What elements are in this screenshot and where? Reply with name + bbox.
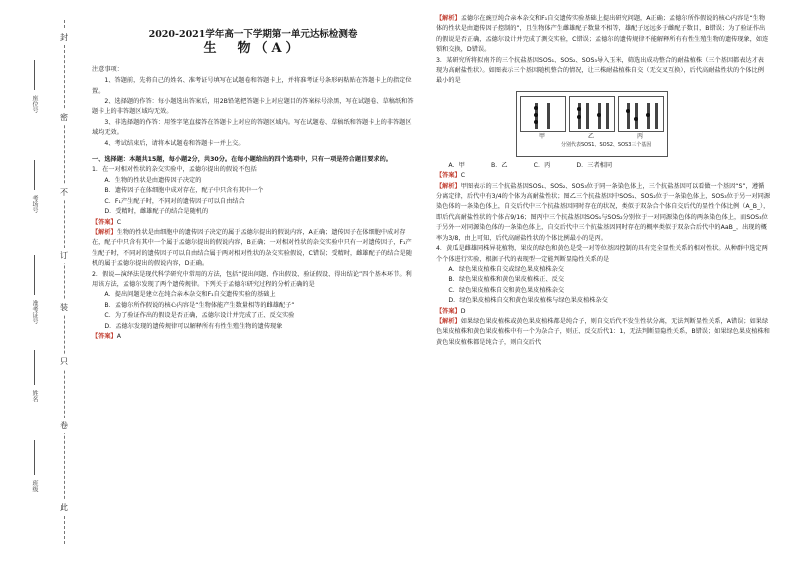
note-item: 3、非选择题的作答：用签字笔直接答在答题卡上对应的答题区域内。写在试题卷、草稿纸和答题卡上的非答题区域均无效。 (92, 118, 412, 137)
answer-value: A (116, 332, 121, 340)
class-label: 班级 (31, 480, 38, 492)
note-item: 1、答题前，先将自己的姓名、准考证号填写在试题卷和答题卡上，并将准考证号条形码粘贴在答题卡上的指定位置。 (92, 77, 412, 95)
question-stem: 3．某研究所将拟南芥的三个抗盐基因SOS₁、SOS₂、SOS₃导入玉米，筛选出成功整合的耐盐植株（三个基因都表达才表现为高耐盐性状）。如图表示三个基因随机整合的情况，让三株耐盐植株自交（无交叉互换），后代高耐盐性状的个体比例最小的是 (436, 56, 764, 85)
gene-dot (534, 106, 538, 110)
option: D．绿色果皮植株自交和黄色果皮植株与绿色果皮植株杂交 (448, 297, 608, 305)
analysis-tag: 【解析】 (436, 182, 461, 190)
option: B．遗传因子在体细胞中成对存在，配子中只含有其中一个 (104, 187, 264, 195)
choice-row (436, 161, 770, 171)
analysis-tag: 【解析】 (436, 15, 461, 22)
analysis (436, 317, 770, 348)
figure-label: 甲 (539, 132, 546, 140)
field-line (34, 255, 35, 295)
analysis (436, 182, 770, 244)
option: B．乙 (491, 161, 508, 169)
answer-tag: 【答案】 (436, 307, 461, 315)
answer-value: D (460, 307, 466, 315)
option: D．孟德尔发现的遗传规律可以解释所有有性生殖生物的遗传现象 (104, 322, 283, 330)
figure-label: 丙 (637, 132, 644, 140)
note-item: 2、选择题的作答：每小题选出答案后，用2B铅笔把答题卡上对应题目的答案标号涂黑，写在试题卷、草稿纸和答题卡上的非答题区域均无效。 (92, 98, 414, 116)
figure-cell-bing (618, 96, 664, 132)
figure-legend: 分别代表SOS1、SOS2、SOS3三个基因 (561, 141, 652, 148)
answer-tag: 【答案】 (92, 332, 117, 340)
option: D．受精时，雌雄配子的结合是随机的 (104, 208, 209, 216)
analysis-tag: 【解析】 (436, 317, 461, 325)
chromosome-bar (547, 103, 550, 129)
answer-value: C (116, 218, 122, 226)
seal-char: 此 (60, 500, 68, 515)
seal-char: 卷 (60, 418, 68, 433)
answer-line (436, 307, 770, 317)
chromosome-bar (598, 103, 601, 129)
analysis-text: 甲图表示的三个抗盐基因SOS₁、SOS₂、SOS₃位于同一条染色体上，三个抗盐基因可以看做一个基因“S”，遵循分离定律，后代中有3/4的个体为高耐盐性状；图乙三个抗盐基因中SOS₁、SOS₂位于一条染色体上，SOS₃位于另一对同源染色体的一条染色体上，自交后代中三个抗盐基因同时存在的状况，类似于双杂合个体自交后代的显性个体比例（A_B_），即后代高耐盐性状的个体占9/16；图丙中三个抗盐基因SOS₁与SOS₂分别位于一对同源染色体的两条染色体上，而SOS₃位于另外一对同源染色体的一条染色体上，自交后代中三个抗盐基因同时存在的概率类似于双杂合后代中的AaB_，出现的概率为3/8，由上可知，后代高耐盐性状的个体比例最小的是丙。 (436, 182, 771, 242)
notes-heading: 注意事项： (92, 65, 123, 73)
analysis-text: 生物的性状是由细胞中的遗传因子决定的属于孟德尔提出的假说内容，A正确；遗传因子在体细胞中成对存在，配子中只含有其中一个属于孟德尔提出的假说内容，B正确；一对相对性状的杂交实验中只有一对遗传因子，F₁产生配子时，不同对的遗传因子可以自由结合属于两对相对性状的杂交实验假说，C错误；受精时，雌雄配子的结合是随机的属于孟德尔提出的假说内容，D正确。 (92, 228, 412, 268)
answer-tag: 【答案】 (92, 218, 117, 226)
gene-dot (534, 120, 538, 124)
option: A．绿色果皮植株自交或绿色果皮植株杂交 (448, 265, 564, 273)
seal-char: 封 (60, 30, 68, 45)
binding-margin (0, 0, 86, 561)
gene-dot (577, 107, 581, 111)
exam-title: 2020-2021学年高一下学期第一单元达标检测卷 (148, 29, 358, 40)
field-line (34, 60, 35, 90)
gene-dot (534, 113, 538, 117)
seal-char: 不 (60, 185, 68, 200)
option: C．丙 (533, 161, 551, 169)
option: B．绿色果皮植株和黄色果皮植株正、反交 (448, 276, 565, 284)
figure-label: 乙 (588, 132, 595, 140)
gene-dot (646, 113, 650, 117)
name-label: 姓名 (31, 390, 38, 402)
right-column (436, 14, 770, 348)
section-heading: 一、选择题：本题共15题，每小题2分，共30分。在每小题给出的四个选项中，只有一项是符合题目要求的。 (92, 156, 392, 164)
question-stem: 1．在一对相对性状的杂交实验中，孟德尔提出的假说不包括 (92, 166, 257, 174)
option: C．为了验证作出的假设是否正确，孟德尔设计并完成了正、反交实验 (104, 312, 295, 320)
seal-char: 只 (60, 354, 68, 369)
field-line (34, 350, 35, 385)
gene-dot (597, 113, 601, 117)
question-stem: 2．假说—演绎法是现代科学研究中常用的方法，包括“提出问题、作出假设、验证假设、得出结论”四个基本环节。利用该方法，孟德尔发现了两个遗传规律。下列关于孟德尔研究过程的分析正确的是 (92, 270, 412, 288)
chromosome-bar (635, 103, 638, 129)
seal-char: 订 (60, 248, 68, 263)
left-column (92, 14, 414, 342)
option: C．F₁产生配子时，不同对的遗传因子可以自由结合 (104, 197, 245, 205)
seal-char: 装 (60, 300, 68, 315)
chromosome-bar (586, 103, 589, 129)
figure-cell-jia (520, 96, 566, 132)
chromosome-figure (516, 91, 668, 157)
option: C．绿色果皮植株自交和黄色果皮植株杂交 (448, 286, 565, 294)
gene-dot (634, 117, 638, 121)
analysis-text: 如果绿色果皮植株或黄色果皮植株都是纯合子，则自交后代不发生性状分离，无法判断显性关系，A错误；如果绿色果皮植株和黄色果皮植株中有一个为杂合子，则正、反交后代1：1，无法判断显隐性关系，B错误；如果绿色果皮植株和黄色果皮植株都是纯合子，则自交后代 (436, 317, 770, 346)
answer-value: C (460, 172, 466, 180)
figure-cell-yi (569, 96, 615, 132)
subject-title: 生 物（A） (203, 41, 303, 57)
chromosome-bar (655, 103, 658, 129)
option: A．生物的性状是由遗传因子决定的 (104, 176, 202, 184)
field-line (34, 440, 35, 475)
seal-char: 密 (60, 110, 68, 125)
field-line (34, 160, 35, 190)
answer-line (436, 171, 770, 181)
analysis (436, 14, 770, 56)
chromosome-bar (535, 103, 538, 129)
chromosome-bar (647, 103, 650, 129)
option: A．提出问题是建立在纯合亲本杂交和F₁自交遗传实验的基础上 (104, 291, 276, 299)
ticket-number-label: 准考证号 (31, 300, 38, 324)
option: D．三者相同 (576, 161, 613, 169)
analysis-text: 孟德尔在豌豆纯合亲本杂交和F₁自交遗传实验基础上提出研究问题，A正确；孟德尔所作假说的核心内容是“生物体的性状是由遗传因子控制的”，且生物体产生雌雄配子数量不相等，雄配子远远多于雌配子数目，B错误；为了验证作出的假说是否正确，孟德尔设计并完成了测交实验，C错误；孟德尔的遗传规律不能解释所有有性生殖生物的遗传现象，如连锁和交换，D错误。 (436, 15, 769, 54)
gene-dot (577, 115, 581, 119)
gene-dot (626, 109, 630, 113)
seal-dashed-line (64, 20, 65, 544)
chromosome-bar (627, 103, 630, 129)
seat-number-label: 座位号 (31, 95, 38, 113)
answer-line (92, 332, 414, 342)
analysis-tag: 【解析】 (92, 228, 117, 236)
chromosome-bar (578, 103, 581, 129)
note-item: 4、考试结束后，请将本试题卷和答题卡一并上交。 (104, 139, 245, 147)
answer-tag: 【答案】 (436, 172, 461, 180)
answer-line (92, 218, 414, 228)
option: A．甲 (448, 161, 465, 169)
analysis (92, 228, 414, 270)
chromosome-bar (606, 103, 609, 129)
exam-room-label: 考场号 (31, 195, 38, 213)
question-stem: 4．黄瓜是雌雄同株异花植物，果皮的绿色和黄色是受一对等位基因控制的具有完全显性关系的相对性状。从种群中选定两个个体进行实验，根据子代的表现型一定能判断显隐性关系的是 (436, 245, 768, 263)
option: B．孟德尔所作假说的核心内容是“生物体能产生数量相等的雌雄配子” (104, 301, 295, 309)
